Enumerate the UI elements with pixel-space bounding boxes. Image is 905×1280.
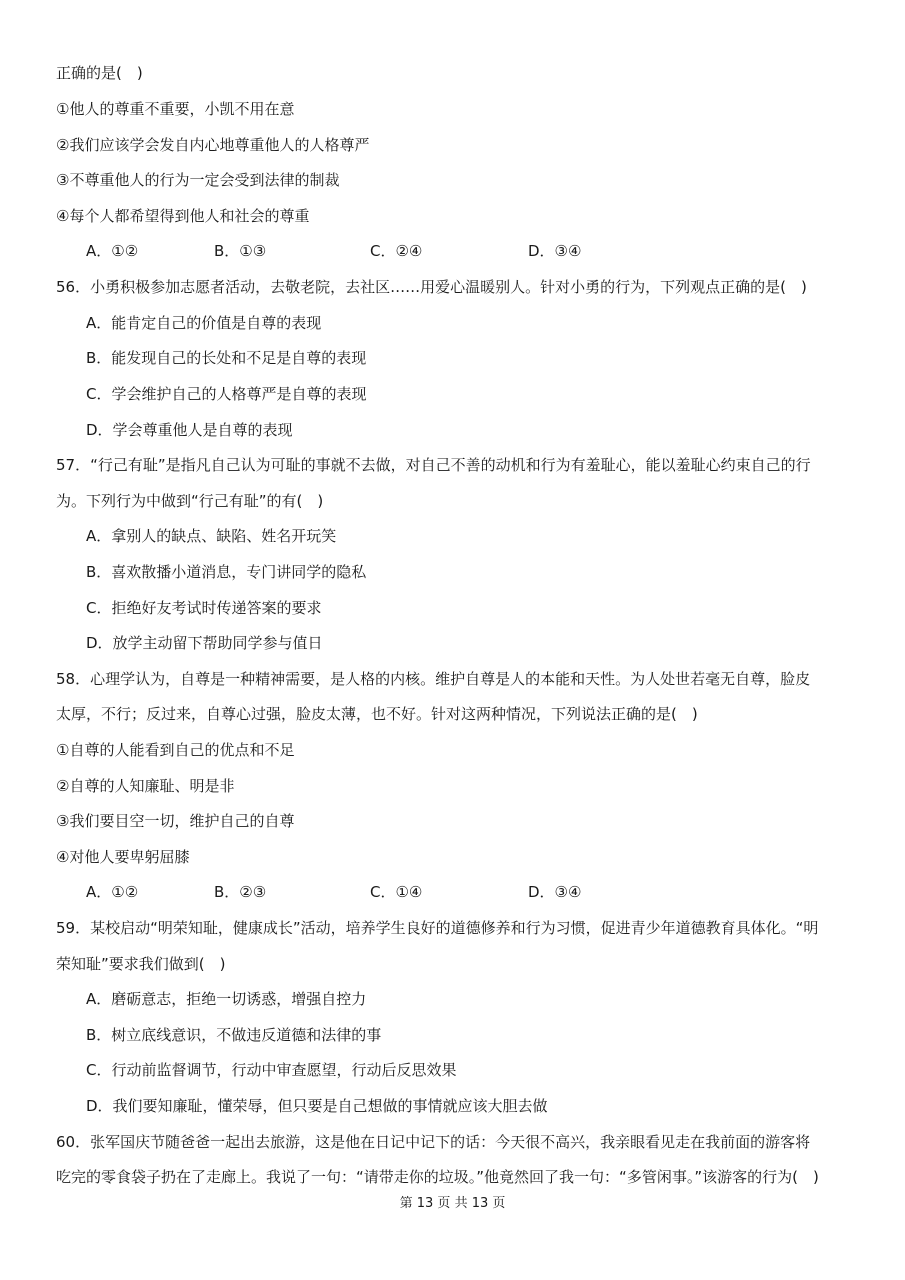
- statement-3: ③我们要目空一切，维护自己的自尊: [56, 812, 295, 830]
- question-57-line-1: 57．“行己有耻”是指凡自己认为可耻的事就不去做，对自己不善的动机和行为有羞耻心，能以羞耻心约束自己的行: [56, 456, 811, 474]
- statement-2: ②我们应该学会发自内心地尊重他人的人格尊严: [56, 136, 370, 154]
- question-56: 56．小勇积极参加志愿者活动，去敬老院，去社区……用爱心温暖别人。针对小勇的行为，下列观点正确的是( ): [56, 278, 807, 296]
- option-a: A．能肯定自己的价值是自尊的表现: [86, 314, 322, 332]
- option-a: A．磨砺意志，拒绝一切诱惑，增强自控力: [86, 990, 367, 1008]
- option-d: D．学会尊重他人是自尊的表现: [86, 421, 293, 439]
- statement-2: ②自尊的人知廉耻、明是非: [56, 777, 235, 795]
- question-60-line-2: 吃完的零食袋子扔在了走廊上。我说了一句：“请带走你的垃圾。”他竟然回了我一句：“多管闲事。”该游客的行为( ): [56, 1168, 819, 1186]
- question-58-line-2: 太厚，不行；反过来，自尊心过强，脸皮太薄，也不好。针对这两种情况，下列说法正确的是( ): [56, 705, 698, 723]
- option-b: B．①③: [214, 242, 267, 260]
- option-c: C．②④: [370, 242, 423, 260]
- option-a: A．拿别人的缺点、缺陷、姓名开玩笑: [86, 527, 337, 545]
- option-c: C．拒绝好友考试时传递答案的要求: [86, 599, 322, 617]
- question-59-line-1: 59．某校启动“明荣知耻，健康成长”活动，培养学生良好的道德修养和行为习惯，促进青少年道德教育具体化。“明: [56, 919, 819, 937]
- question-stem-continuation: 正确的是( ): [56, 64, 143, 82]
- option-c: C．行动前监督调节，行动中审查愿望，行动后反思效果: [86, 1061, 457, 1079]
- statement-4: ④对他人要卑躬屈膝: [56, 848, 190, 866]
- question-57-line-2: 为。下列行为中做到“行己有耻”的有( ): [56, 492, 324, 510]
- option-b: B．能发现自己的长处和不足是自尊的表现: [86, 349, 367, 367]
- answer-options-row: [86, 240, 686, 260]
- option-b: B．喜欢散播小道消息，专门讲同学的隐私: [86, 563, 367, 581]
- question-58-line-1: 58．心理学认为，自尊是一种精神需要，是人格的内核。维护自尊是人的本能和天性。为人处世若毫无自尊，脸皮: [56, 670, 811, 688]
- option-d: D．③④: [528, 883, 582, 901]
- option-c: C．学会维护自己的人格尊严是自尊的表现: [86, 385, 367, 403]
- option-b: B．②③: [214, 883, 267, 901]
- option-a: A．①②: [86, 242, 139, 260]
- statement-1: ①他人的尊重不重要，小凯不用在意: [56, 100, 295, 118]
- option-a: A．①②: [86, 883, 139, 901]
- option-d: D．我们要知廉耻，懂荣辱，但只要是自己想做的事情就应该大胆去做: [86, 1097, 548, 1115]
- page-footer: 第 13 页 共 13 页: [399, 1196, 506, 1211]
- answer-options-row: [86, 881, 686, 901]
- question-59-line-2: 荣知耻”要求我们做到( ): [56, 955, 226, 973]
- statement-1: ①自尊的人能看到自己的优点和不足: [56, 741, 295, 759]
- option-d: D．放学主动留下帮助同学参与值日: [86, 634, 323, 652]
- statement-3: ③不尊重他人的行为一定会受到法律的制裁: [56, 171, 340, 189]
- option-c: C．①④: [370, 883, 423, 901]
- statement-4: ④每个人都希望得到他人和社会的尊重: [56, 207, 310, 225]
- question-60-line-1: 60．张军国庆节随爸爸一起出去旅游，这是他在日记中记下的话：今天很不高兴，我亲眼看见走在我前面的游客将: [56, 1133, 811, 1151]
- option-d: D．③④: [528, 242, 582, 260]
- option-b: B．树立底线意识，不做违反道德和法律的事: [86, 1026, 382, 1044]
